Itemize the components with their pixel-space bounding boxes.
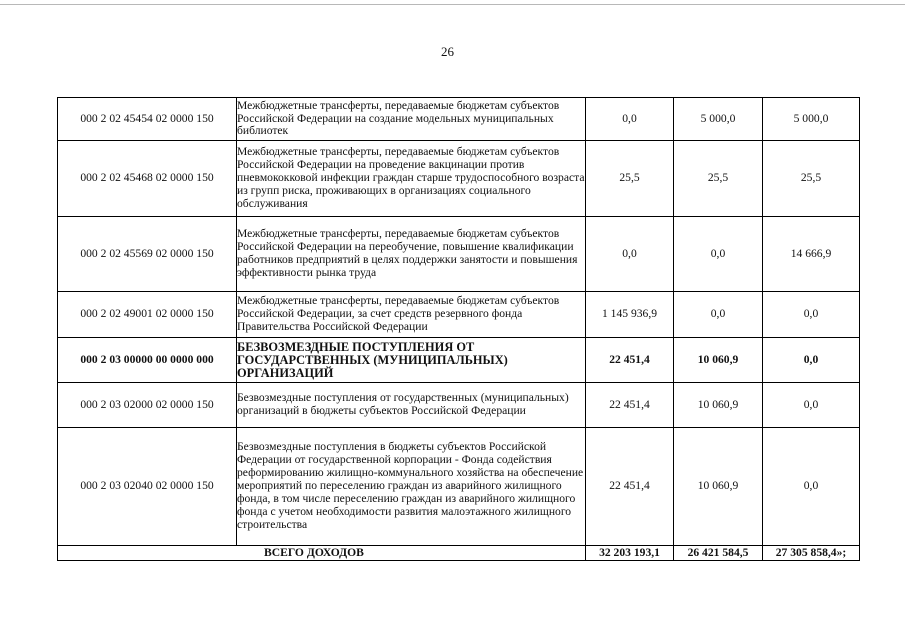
value-cell-year3: 0,0 [763, 292, 860, 338]
value-cell-year2: 0,0 [674, 292, 763, 338]
page-number: 26 [441, 44, 454, 59]
budget-code-cell: 000 2 03 02040 02 0000 150 [58, 428, 237, 546]
budget-code-cell: 000 2 02 49001 02 0000 150 [58, 292, 237, 338]
budget-code-cell: 000 2 02 45569 02 0000 150 [58, 217, 237, 292]
value-cell-year3: 0,0 [763, 338, 860, 383]
value-cell-year3: 25,5 [763, 141, 860, 217]
value-cell-year1: 1 145 936,9 [586, 292, 674, 338]
total-label: ВСЕГО ДОХОДОВ [58, 546, 586, 561]
budget-code-cell: 000 2 03 00000 00 0000 000 [58, 338, 237, 383]
value-cell-year1: 25,5 [586, 141, 674, 217]
table-row [58, 217, 860, 292]
value-cell-year1: 22 451,4 [586, 338, 674, 383]
revenue-name-cell: Безвозмездные поступления от государственных (муниципальных) организаций в бюджеты субъектов Российской Федерации [237, 383, 586, 428]
budget-code-cell: 000 2 02 45454 02 0000 150 [58, 98, 237, 141]
total-value-year1: 32 203 193,1 [586, 546, 674, 561]
table-row [58, 292, 860, 338]
table-row [58, 98, 860, 141]
value-cell-year3: 14 666,9 [763, 217, 860, 292]
value-cell-year3: 0,0 [763, 428, 860, 546]
value-cell-year2: 25,5 [674, 141, 763, 217]
table-row [58, 141, 860, 217]
value-cell-year2: 0,0 [674, 217, 763, 292]
total-value-year3: 27 305 858,4»; [763, 546, 860, 561]
value-cell-year2: 10 060,9 [674, 383, 763, 428]
revenue-name-cell: Межбюджетные трансферты, передаваемые бюджетам субъектов Российской Федерации на проведение вакцинации против пневмококковой инфекции граждан старше трудоспособного возраста из групп риска, проживающих в организациях социального обслуживания [237, 141, 586, 217]
value-cell-year1: 0,0 [586, 98, 674, 141]
revenue-name-cell: Безвозмездные поступления в бюджеты субъектов Российской Федерации от государственной корпорации - Фонда содействия реформированию жилищно-коммунального хозяйства на обеспечение мероприятий по переселению граждан из аварийного жилищного фонда, в том числе переселению граждан из аварийного жилищного фонда с учетом необходимости развития малоэтажного жилищного строительства [237, 428, 586, 546]
revenue-name-cell: БЕЗВОЗМЕЗДНЫЕ ПОСТУПЛЕНИЯ ОТ ГОСУДАРСТВЕННЫХ (МУНИЦИПАЛЬНЫХ) ОРГАНИЗАЦИЙ [237, 338, 586, 383]
budget-code-cell: 000 2 02 45468 02 0000 150 [58, 141, 237, 217]
value-cell-year3: 5 000,0 [763, 98, 860, 141]
value-cell-year3: 0,0 [763, 383, 860, 428]
revenue-name-cell: Межбюджетные трансферты, передаваемые бюджетам субъектов Российской Федерации на переобучение, повышение квалификации работников предприятий в целях поддержки занятости и повышения эффективности рынка труда [237, 217, 586, 292]
page-top-rule [0, 4, 905, 5]
revenue-table [57, 97, 860, 561]
value-cell-year1: 22 451,4 [586, 428, 674, 546]
revenue-name-cell: Межбюджетные трансферты, передаваемые бюджетам субъектов Российской Федерации на создание модельных муниципальных библиотек [237, 98, 586, 141]
budget-code-cell: 000 2 03 02000 02 0000 150 [58, 383, 237, 428]
value-cell-year2: 5 000,0 [674, 98, 763, 141]
total-value-year2: 26 421 584,5 [674, 546, 763, 561]
table-row-section-header [58, 338, 860, 383]
revenue-name-cell: Межбюджетные трансферты, передаваемые бюджетам субъектов Российской Федерации, за счет средств резервного фонда Правительства Российской Федерации [237, 292, 586, 338]
table-row [58, 383, 860, 428]
value-cell-year1: 0,0 [586, 217, 674, 292]
value-cell-year2: 10 060,9 [674, 338, 763, 383]
table-row-total [58, 546, 860, 561]
table-row [58, 428, 860, 546]
value-cell-year2: 10 060,9 [674, 428, 763, 546]
value-cell-year1: 22 451,4 [586, 383, 674, 428]
